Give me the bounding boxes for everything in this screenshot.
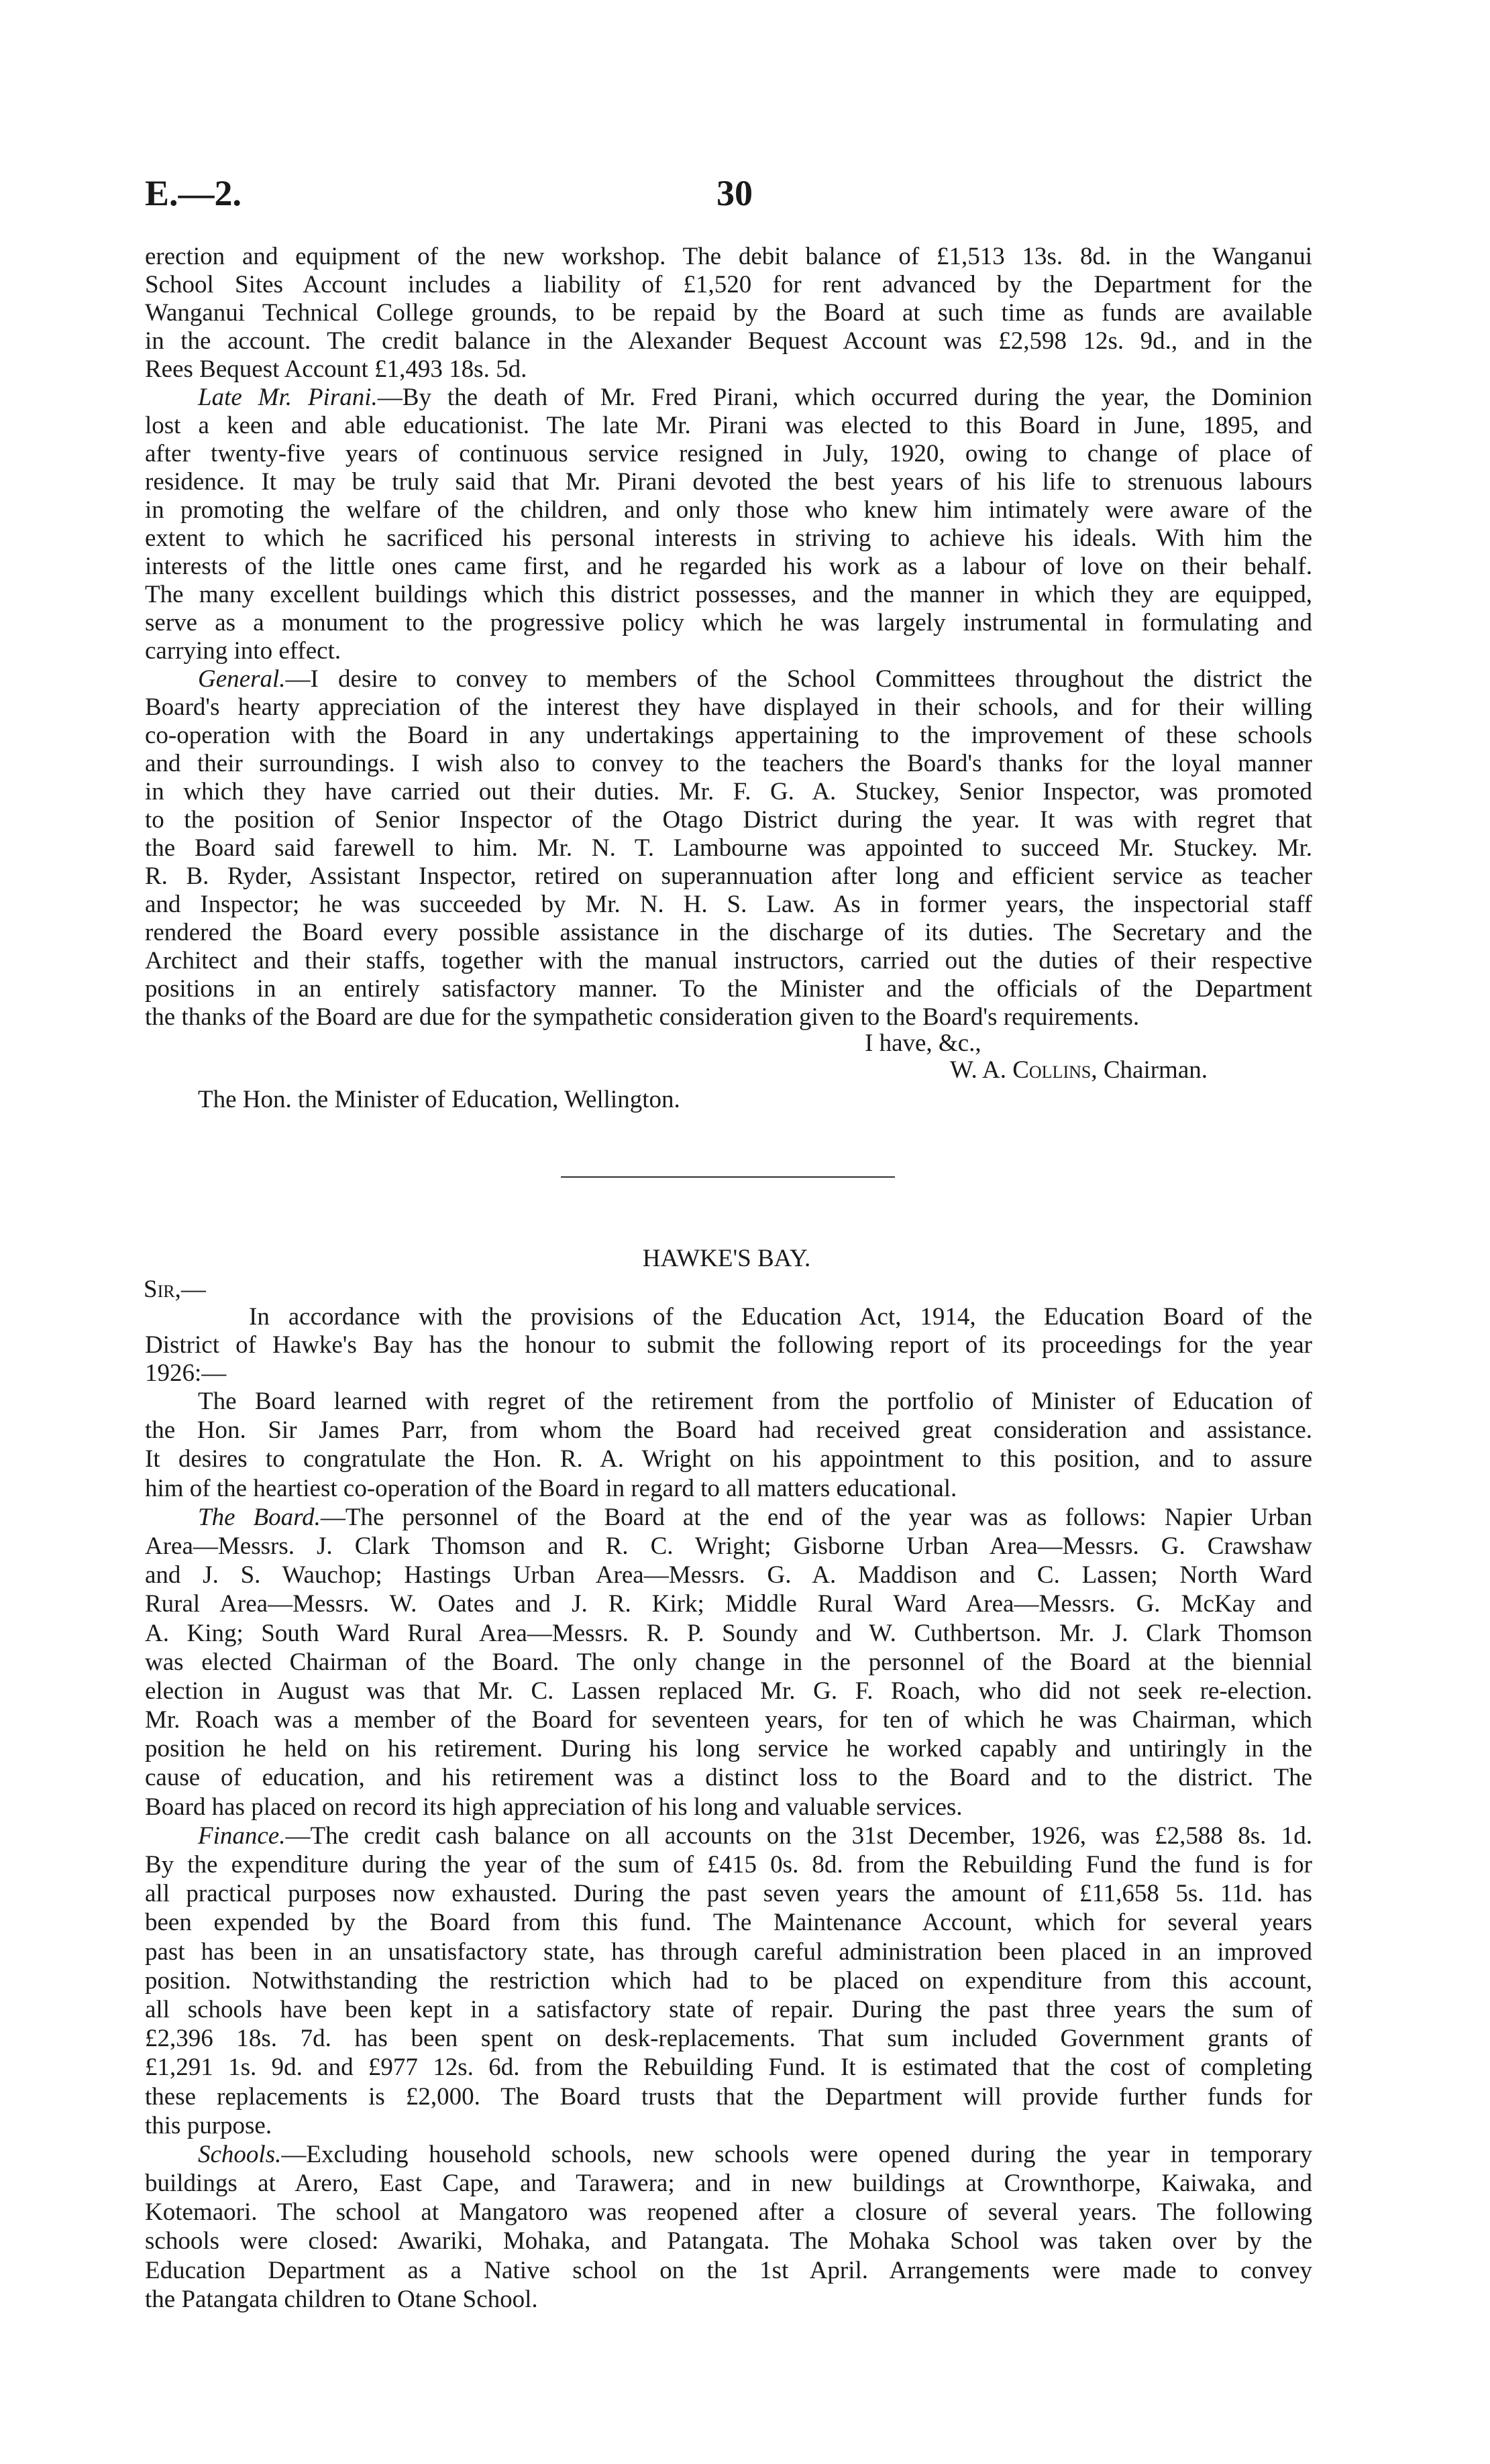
line-text: Architect and their staffs, together with the manual instructors, carried out the duties of their respective — [145, 947, 1312, 974]
line-text: the Patangata children to Otane School. — [145, 2285, 538, 2313]
text-line — [145, 1445, 1312, 1473]
text-line — [145, 1003, 1312, 1031]
text-line — [145, 1763, 1312, 1792]
line-text: and Inspector; he was succeeded by Mr. N. H. S. Law. As in former years, the inspectorial staff — [145, 891, 1312, 918]
line-text: in which they have carried out their duties. Mr. F. G. A. Stuckey, Senior Inspector, was promoted — [145, 778, 1312, 805]
line-text: in the account. The credit balance in the Alexander Bequest Account was £2,598 12s. 9d., and in the — [145, 327, 1312, 355]
line-text: —The credit cash balance on all accounts on the 31st December, 1926, was £2,588 8s. 1d. — [285, 1822, 1312, 1850]
paragraph — [145, 243, 1312, 384]
text-line — [145, 1619, 1312, 1648]
salutation: Sir,— — [144, 1276, 206, 1303]
text-line — [145, 2169, 1312, 2198]
line-text: Mr. Roach was a member of the Board for seventeen years, for ten of which he was Chairman, which — [145, 1706, 1312, 1734]
text-line — [145, 722, 1312, 750]
addressee: The Hon. the Minister of Education, Wellington. — [198, 1086, 680, 1113]
line-text: By the expenditure during the year of the sum of £415 0s. 8d. from the Rebuilding Fund the fund is for — [145, 1851, 1312, 1879]
text-line: District of Hawke's Bay has the honour to submit the following report of its proceedings for the year — [145, 1331, 1312, 1359]
line-text: this purpose. — [145, 2111, 272, 2139]
wanganui-report-body — [145, 243, 1312, 1031]
text-line — [145, 553, 1312, 581]
text-line — [145, 1561, 1312, 1589]
line-text: erection and equipment of the new workshop. The debit balance of £1,513 13s. 8d. in the Wanganui — [145, 243, 1312, 270]
line-text: £1,291 1s. 9d. and £977 12s. 6d. from the Rebuilding Fund. It is estimated that the cost of completing — [145, 2054, 1312, 2082]
text-line — [145, 665, 1312, 693]
text-line — [145, 243, 1312, 271]
line-text: Board has placed on record its high appreciation of his long and valuable services. — [145, 1793, 963, 1821]
text-line — [145, 440, 1312, 468]
text-line: In accordance with the provisions of the Education Act, 1914, the Education Board of the — [249, 1303, 1312, 1331]
paragraph-heading: Late Mr. Pirani. — [198, 384, 378, 411]
text-line — [145, 1532, 1312, 1561]
line-text: Board's hearty appreciation of the interest they have displayed in their schools, and for their willing — [145, 693, 1312, 721]
line-text: after twenty-five years of continuous service resigned in July, 1920, owing to change of place of — [145, 440, 1312, 467]
line-text: Wanganui Technical College grounds, to be repaid by the Board at such time as funds are available — [145, 299, 1312, 327]
text-line — [145, 2256, 1312, 2285]
text-line — [145, 1822, 1312, 1850]
line-text: cause of education, and his retirement was a distinct loss to the Board and to the district. The — [145, 1764, 1312, 1792]
line-text: and J. S. Wauchop; Hastings Urban Area—Messrs. G. A. Maddison and C. Lassen; North Ward — [145, 1561, 1312, 1589]
line-text: The many excellent buildings which this district possesses, and the manner in which they are equipped, — [145, 581, 1312, 608]
text-line — [145, 947, 1312, 975]
line-text: schools were closed: Awariki, Mohaka, and Patangata. The Mohaka School was taken over by the — [145, 2227, 1312, 2255]
paragraph-heading: General. — [198, 665, 286, 693]
line-text: £2,396 18s. 7d. has been spent on desk-replacements. That sum included Government grants of — [145, 2025, 1312, 2053]
line-text: —By the death of Mr. Fred Pirani, which occurred during the year, the Dominion — [377, 384, 1312, 411]
line-text: The Board learned with regret of the retirement from the portfolio of Minister of Education of — [198, 1388, 1312, 1415]
line-text: Area—Messrs. J. Clark Thomson and R. C. Wright; Gisborne Urban Area—Messrs. G. Crawshaw — [145, 1532, 1312, 1560]
text-line — [145, 327, 1312, 355]
text-line — [145, 778, 1312, 806]
text-line — [145, 2285, 1312, 2314]
text-line — [145, 919, 1312, 947]
text-line — [145, 1734, 1312, 1763]
text-line — [145, 2082, 1312, 2111]
text-line — [145, 412, 1312, 440]
paragraph-heading: Schools. — [198, 2140, 282, 2168]
signature-title: , Chairman. — [1091, 1056, 1208, 1084]
line-text: in promoting the welfare of the children, and only those who knew him intimately were aware of the — [145, 496, 1312, 524]
paragraph — [145, 1387, 1312, 1503]
text-line — [145, 750, 1312, 778]
text-line — [145, 2198, 1312, 2227]
text-line — [145, 2111, 1312, 2140]
line-text: position he held on his retirement. During his long service he worked capably and untiringly in the — [145, 1735, 1312, 1763]
text-line — [145, 609, 1312, 637]
line-text: —Excluding household schools, new schools were opened during the year in temporary — [281, 2140, 1312, 2168]
line-text: School Sites Account includes a liability of £1,520 for rent advanced by the Department for the — [145, 271, 1312, 298]
line-text: Kotemaori. The school at Mangatoro was reopened after a closure of several years. The following — [145, 2198, 1312, 2227]
text-line — [145, 1966, 1312, 1995]
text-line — [145, 2053, 1312, 2082]
line-text: election in August was that Mr. C. Lassen replaced Mr. G. F. Roach, who did not seek re-election. — [145, 1677, 1312, 1705]
text-line — [145, 2227, 1312, 2255]
line-text: serve as a monument to the progressive policy which he was largely instrumental in formulating and — [145, 609, 1312, 636]
line-text: interests of the little ones came first, and he regarded his work as a labour of love on their behalf. — [145, 553, 1312, 580]
line-text: lost a keen and able educationist. The late Mr. Pirani was elected to this Board in June, 1895, and — [145, 412, 1312, 439]
text-line — [145, 299, 1312, 327]
text-line — [145, 524, 1312, 553]
text-line — [145, 1387, 1312, 1416]
hawkes-bay-report-body — [145, 1387, 1312, 2314]
text-line — [145, 496, 1312, 524]
line-text: past has been in an unsatisfactory state, has through careful administration been placed in an improved — [145, 1938, 1312, 1966]
text-line — [145, 1589, 1312, 1618]
line-text: the thanks of the Board are due for the sympathetic consideration given to the Board's requirements. — [145, 1003, 1140, 1031]
line-text: the Hon. Sir James Parr, from whom the Board had received great consideration and assistance. — [145, 1416, 1312, 1445]
line-text: buildings at Arero, East Cape, and Tarawera; and in new buildings at Crownthorpe, Kaiwaka, and — [145, 2170, 1312, 2198]
text-line — [145, 806, 1312, 834]
paragraph — [145, 384, 1312, 665]
paragraph — [145, 1822, 1312, 2140]
closing-line: I have, &c., — [865, 1029, 981, 1057]
signature-initials: W. A. — [950, 1056, 1006, 1084]
paragraph — [145, 665, 1312, 1031]
text-line — [145, 891, 1312, 919]
text-line — [145, 1677, 1312, 1705]
text-line — [145, 1648, 1312, 1677]
signature — [950, 1056, 1208, 1084]
line-text: all practical purposes now exhausted. During the past seven years the amount of £11,658 5s. 11d. has — [145, 1880, 1312, 1908]
text-line — [145, 581, 1312, 609]
paragraph-heading: Finance. — [198, 1822, 286, 1850]
text-line — [145, 2024, 1312, 2053]
line-text: all schools have been kept in a satisfactory state of repair. During the past three years the sum of — [145, 1995, 1312, 2023]
line-text: position. Notwithstanding the restriction which had to be placed on expenditure from this account, — [145, 1966, 1312, 1995]
text-line — [145, 1938, 1312, 1966]
text-line: 1926:— — [145, 1359, 227, 1387]
text-line — [145, 1503, 1312, 1532]
line-text: and their surroundings. I wish also to convey to the teachers the Board's thanks for the loyal manner — [145, 750, 1312, 777]
text-line — [145, 1416, 1312, 1445]
paragraph — [145, 2140, 1312, 2314]
text-line — [145, 834, 1312, 862]
line-text: residence. It may be truly said that Mr. Pirani devoted the best years of his life to strenuous labours — [145, 468, 1312, 496]
line-text: these replacements is £2,000. The Board trusts that the Department will provide further funds for — [145, 2082, 1312, 2111]
line-text: was elected Chairman of the Board. The only change in the personnel of the Board at the biennial — [145, 1648, 1312, 1676]
text-line — [145, 271, 1312, 299]
line-text: R. B. Ryder, Assistant Inspector, retired on superannuation after long and efficient service as teacher — [145, 862, 1312, 890]
line-text: been expended by the Board from this fund. The Maintenance Account, which for several years — [145, 1909, 1312, 1937]
hawkes-bay-intro — [145, 1303, 1312, 1388]
line-text: extent to which he sacrificed his personal interests in striving to achieve his ideals. With him the — [145, 524, 1312, 552]
line-text: It desires to congratulate the Hon. R. A. Wright on his appointment to this position, and to assure — [145, 1445, 1312, 1473]
text-line — [145, 1474, 1312, 1503]
text-line — [145, 1995, 1312, 2024]
text-line — [145, 355, 1312, 384]
text-line — [145, 384, 1312, 412]
text-line — [145, 468, 1312, 496]
line-text: Rural Area—Messrs. W. Oates and J. R. Kirk; Middle Rural Ward Area—Messrs. G. McKay and — [145, 1590, 1312, 1618]
text-line — [145, 2140, 1312, 2169]
line-text: Education Department as a Native school on the 1st April. Arrangements were made to convey — [145, 2256, 1312, 2284]
text-line — [145, 1705, 1312, 1734]
document-code: E.—2. — [145, 173, 242, 213]
line-text: to the position of Senior Inspector of the Otago District during the year. It was with regret that — [145, 806, 1312, 834]
text-line — [145, 693, 1312, 722]
text-line — [145, 1908, 1312, 1937]
line-text: Rees Bequest Account £1,493 18s. 5d. — [145, 355, 527, 383]
line-text: —The personnel of the Board at the end of the year was as follows: Napier Urban — [320, 1503, 1312, 1531]
text-line — [145, 1879, 1312, 1908]
text-line — [145, 1793, 1312, 1822]
signature-name: Collins — [1012, 1056, 1092, 1084]
text-line — [145, 1850, 1312, 1879]
line-text: A. King; South Ward Rural Area—Messrs. R. P. Soundy and W. Cuthbertson. Mr. J. Clark Thomson — [145, 1619, 1312, 1647]
line-text: carrying into effect. — [145, 637, 341, 665]
line-text: rendered the Board every possible assistance in the discharge of its duties. The Secretary and the — [145, 919, 1312, 946]
paragraph-heading: The Board. — [198, 1503, 321, 1531]
text-line — [145, 975, 1312, 1003]
text-line — [145, 637, 1312, 665]
line-text: positions in an entirely satisfactory manner. To the Minister and the officials of the Department — [145, 975, 1312, 1003]
line-text: him of the heartiest co-operation of the Board in regard to all matters educational. — [145, 1474, 957, 1502]
paragraph — [145, 1503, 1312, 1822]
text-line — [145, 862, 1312, 891]
page-number: 30 — [716, 173, 753, 213]
line-text: the Board said farewell to him. Mr. N. T. Lambourne was appointed to succeed Mr. Stuckey. Mr. — [145, 834, 1312, 862]
line-text: co-operation with the Board in any undertakings appertaining to the improvement of these schools — [145, 722, 1312, 749]
section-title: HAWKE'S BAY. — [642, 1245, 811, 1272]
section-divider — [561, 1176, 895, 1178]
line-text: —I desire to convey to members of the School Committees throughout the district the — [285, 665, 1312, 693]
